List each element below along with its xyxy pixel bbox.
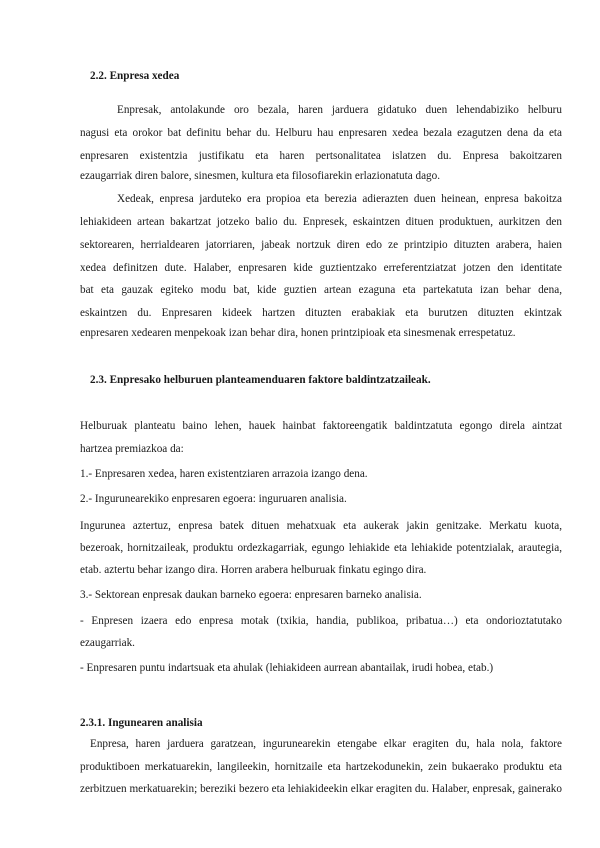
paragraph-line: Helburuak planteatu baino lehen, hauek hainbat faktoreengatik baldintzatuta egongo direla aintzat — [80, 420, 562, 432]
paragraph-line: Enpresak, antolakunde oro bezala, haren jarduera gidatuko duen lehendabiziko helburu — [117, 104, 562, 116]
paragraph-line: Enpresa, haren jarduera garatzean, ingurunearekin etengabe elkar eragiten du, hala nola, faktore — [90, 738, 562, 750]
paragraph-line: nagusi eta orokor bat definitu behar du. Helburu hau enpresaren xedea bezala ezagutzen dena da eta — [80, 127, 562, 139]
sub-item-1-line: ezaugarriak. — [80, 637, 135, 649]
paragraph-line: eskaintzen du. Enpresaren kideek hartzen dituzten erabakiak eta burutzen dituzten ekintzak — [80, 307, 562, 319]
sub-item-2: - Enpresaren puntu indartsuak eta ahulak (lehiakideen aurrean abantailak, irudi hobea, etab.) — [80, 662, 494, 674]
paragraph-line: etab. aztertu behar izango dira. Horren arabera helburuak finkatu egingo dira. — [80, 564, 427, 576]
paragraph-line: lehiakideen artean bakartzat jotzeko balio du. Enpresek, eskaintzen dituen produktuen, aurkitzen den — [80, 216, 562, 228]
paragraph-line: Xedeak, enpresa jarduteko era propioa eta berezia adierazten duen heinean, enpresa bakoitza — [117, 193, 562, 205]
list-item-1: 1.- Enpresaren xedea, haren existentziaren arrazoia izango dena. — [80, 468, 368, 480]
paragraph-line: zerbitzuen merkatuarekin; bereziki bezero eta lehiakideekin elkar eragiten du. Halaber, enpresak, gainerako — [80, 783, 562, 795]
sub-item-1-line: - Enpresen izaera edo enpresa motak (txikia, handia, publikoa, pribatua…) eta ondorioztatutako — [80, 615, 562, 627]
paragraph-line: bat eta gauzak egiteko modu bat, kide guztien artean ezaguna eta partekatuta izan behar dena, — [80, 284, 562, 296]
heading-2-2: 2.2. Enpresa xedea — [90, 70, 180, 82]
heading-2-3-1: 2.3.1. Ingunearen analisia — [80, 717, 203, 729]
paragraph-line: xedea definitzen dute. Halaber, enpresaren kide guztientzako erreferentziatzat jotzen den identitate — [80, 262, 562, 274]
paragraph-line: enpresaren existentzia justifikatu eta haren pertsonalitatea islatzen du. Enpresa bakoitzaren — [80, 150, 562, 162]
list-item-3: 3.- Sektorean enpresak daukan barneko egoera: enpresaren barneko analisia. — [80, 589, 422, 601]
paragraph-line: ezaugarriak diren balore, sinesmen, kultura eta filosofiarekin erlazionatuta dago. — [80, 170, 441, 182]
heading-2-3: 2.3. Enpresako helburuen planteamenduaren faktore baldintzatzaileak. — [90, 374, 431, 386]
paragraph-line: Ingurunea aztertuz, enpresa batek dituen mehatxuak eta aukerak jakin genitzake. Merkatu kuota, — [80, 520, 562, 532]
paragraph-line: enpresaren xedearen menpekoak izan behar dira, honen printzipioak eta sinesmenak errespetatuz. — [80, 327, 516, 339]
paragraph-line: produktiboen merkatuarekin, langileekin, hornitzaile eta hartzekodunekin, zein bukaerako produktu eta — [80, 761, 562, 773]
paragraph-line: sektorearen, herrialdearen jatorriaren, jabeak nortzuk diren edo ze printzipio dituzten arabera, haien — [80, 239, 562, 251]
paragraph-line: hartzea premiazkoa da: — [80, 443, 184, 455]
list-item-2: 2.- Ingurunearekiko enpresaren egoera: inguruaren analisia. — [80, 493, 347, 505]
paragraph-line: bezeroak, hornitzaileak, produktu ordezkagarriak, egungo lehiakide eta lehiakide potentzialak, arautegia, — [80, 542, 562, 554]
